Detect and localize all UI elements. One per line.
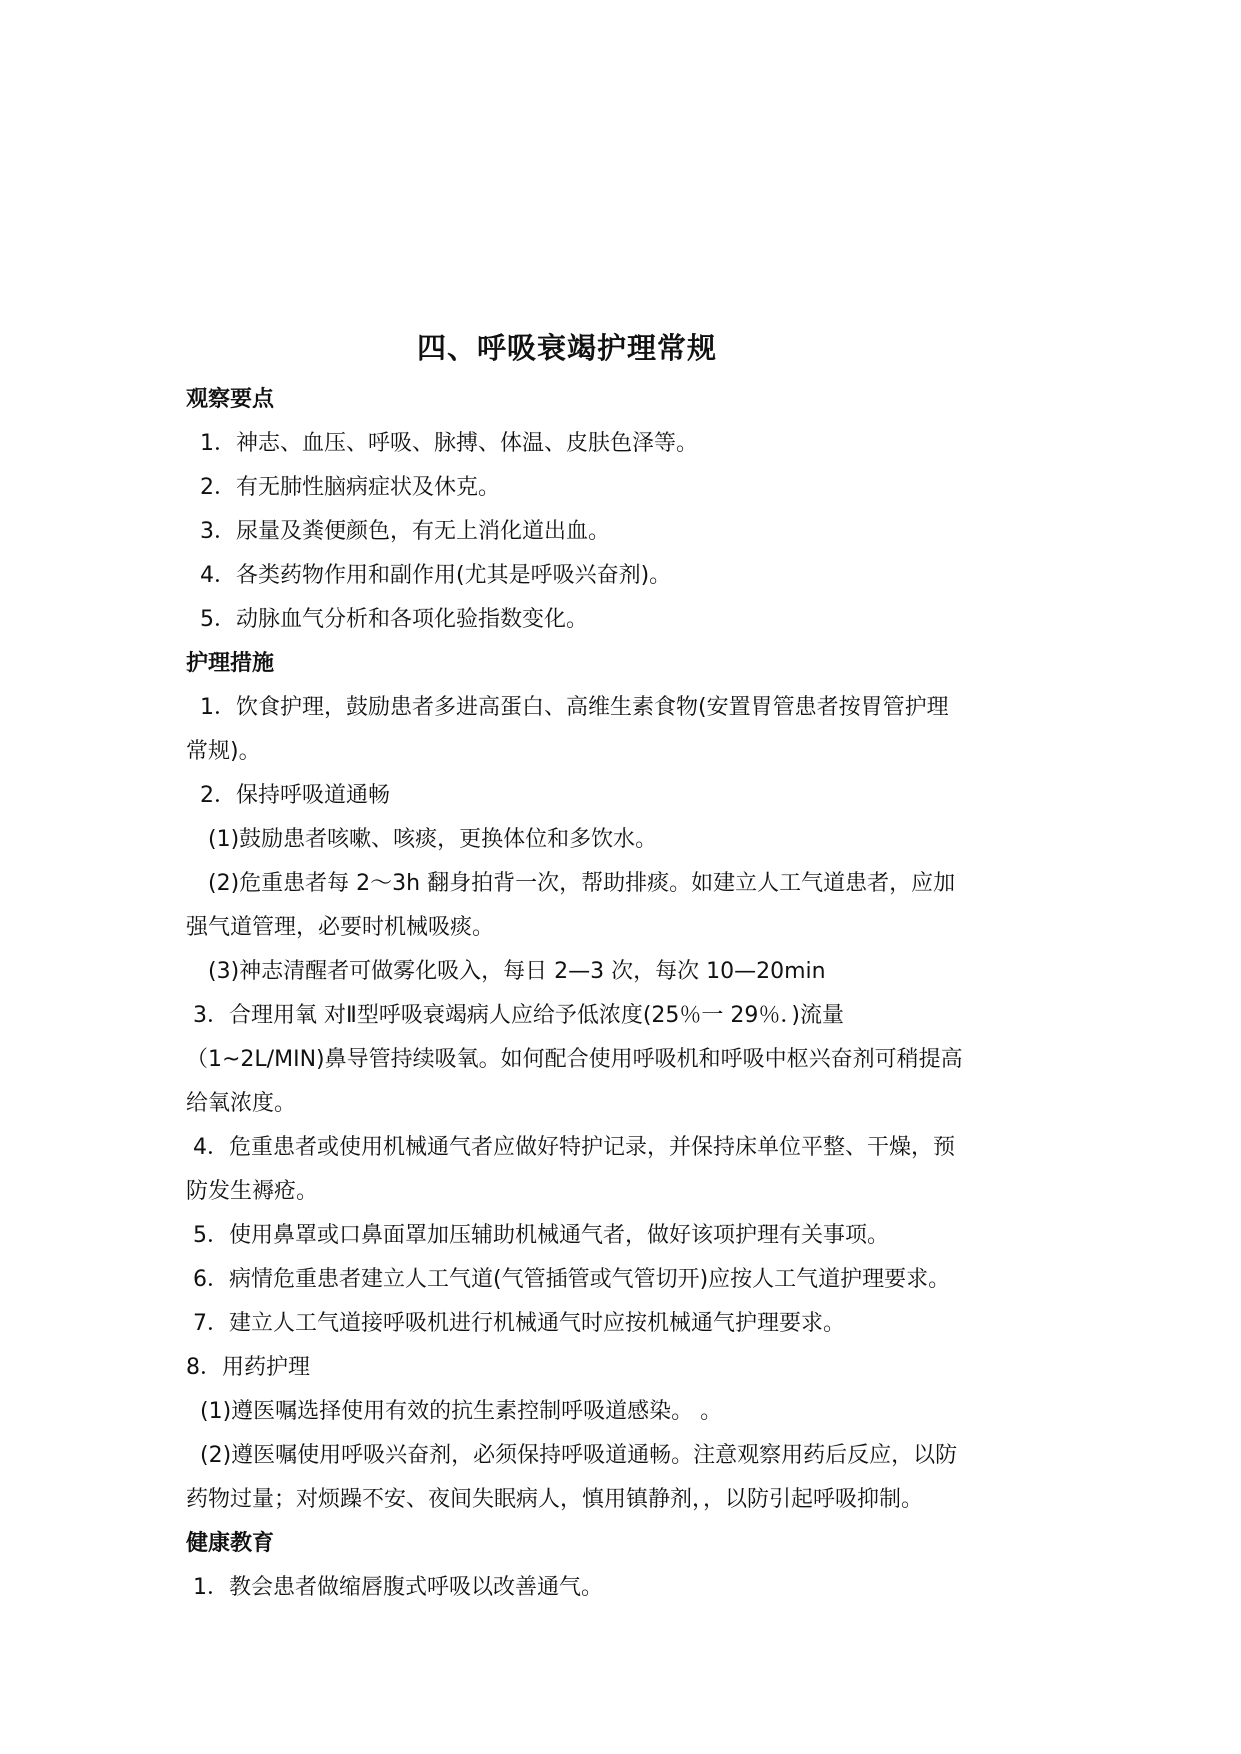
section-heading-observation: 观察要点 [186, 387, 275, 412]
page-title: 四、呼吸衰竭护理常规 [416, 331, 717, 365]
list-item-continuation: 给氧浓度。 [186, 1091, 297, 1116]
list-item-continuation: 防发生褥疮。 [186, 1179, 319, 1204]
section-heading-education: 健康教育 [186, 1531, 275, 1556]
sub-list-item: (1)鼓励患者咳嗽、咳痰，更换体位和多饮水。 [208, 827, 658, 852]
sub-list-item: (3)神志清醒者可做雾化吸入，每日 2—3 次，每次 10—20min [208, 959, 826, 984]
sub-list-item: (2)遵医嘱使用呼吸兴奋剂，必须保持呼吸道通畅。注意观察用药后反应，以防 [200, 1443, 958, 1468]
list-item: 4．危重患者或使用机械通气者应做好特护记录，并保持床单位平整、干燥，预 [193, 1135, 955, 1160]
list-item: 2．保持呼吸道通畅 [200, 783, 390, 808]
list-item: 2．有无肺性脑病症状及休克。 [200, 475, 500, 500]
list-item: 5．使用鼻罩或口鼻面罩加压辅助机械通气者，做好该项护理有关事项。 [193, 1223, 889, 1248]
list-item-continuation: 强气道管理，必要时机械吸痰。 [186, 915, 495, 940]
list-item: 5．动脉血气分析和各项化验指数变化。 [200, 607, 588, 632]
list-item: 4．各类药物作用和副作用(尤其是呼吸兴奋剂)。 [200, 563, 672, 588]
list-item: 7．建立人工气道接呼吸机进行机械通气时应按机械通气护理要求。 [193, 1311, 845, 1336]
list-item-continuation: （1~2L/MIN)鼻导管持续吸氧。如何配合使用呼吸机和呼吸中枢兴奋剂可稍提高 [186, 1047, 963, 1072]
list-item: 3．合理用氧 对Ⅱ型呼吸衰竭病人应给予低浓度(25％一 29％．)流量 [193, 1003, 844, 1028]
sub-list-item: (2)危重患者每 2～3h 翻身拍背一次，帮助排痰。如建立人工气道患者，应加 [208, 871, 956, 896]
list-item-continuation: 常规)。 [186, 739, 261, 764]
list-item: 1．饮食护理，鼓励患者多进高蛋白、高维生素食物(安置胃管患者按胃管护理 [200, 695, 949, 720]
document-body [186, 378, 1056, 1610]
list-item: 3．尿量及粪便颜色，有无上消化道出血。 [200, 519, 610, 544]
section-heading-nursing: 护理措施 [186, 651, 275, 676]
list-item: 1．教会患者做缩唇腹式呼吸以改善通气。 [193, 1575, 603, 1600]
sub-list-item: (1)遵医嘱选择使用有效的抗生素控制呼吸道感染。 。 [200, 1399, 723, 1424]
list-item: 8．用药护理 [186, 1355, 310, 1380]
list-item-continuation: 药物过量；对烦躁不安、夜间失眠病人，慎用镇静剂，，以防引起呼吸抑制。 [186, 1487, 924, 1512]
list-item: 6．病情危重患者建立人工气道(气管插管或气管切开)应按人工气道护理要求。 [193, 1267, 951, 1292]
list-item: 1．神志、血压、呼吸、脉搏、体温、皮肤色泽等。 [200, 431, 698, 456]
